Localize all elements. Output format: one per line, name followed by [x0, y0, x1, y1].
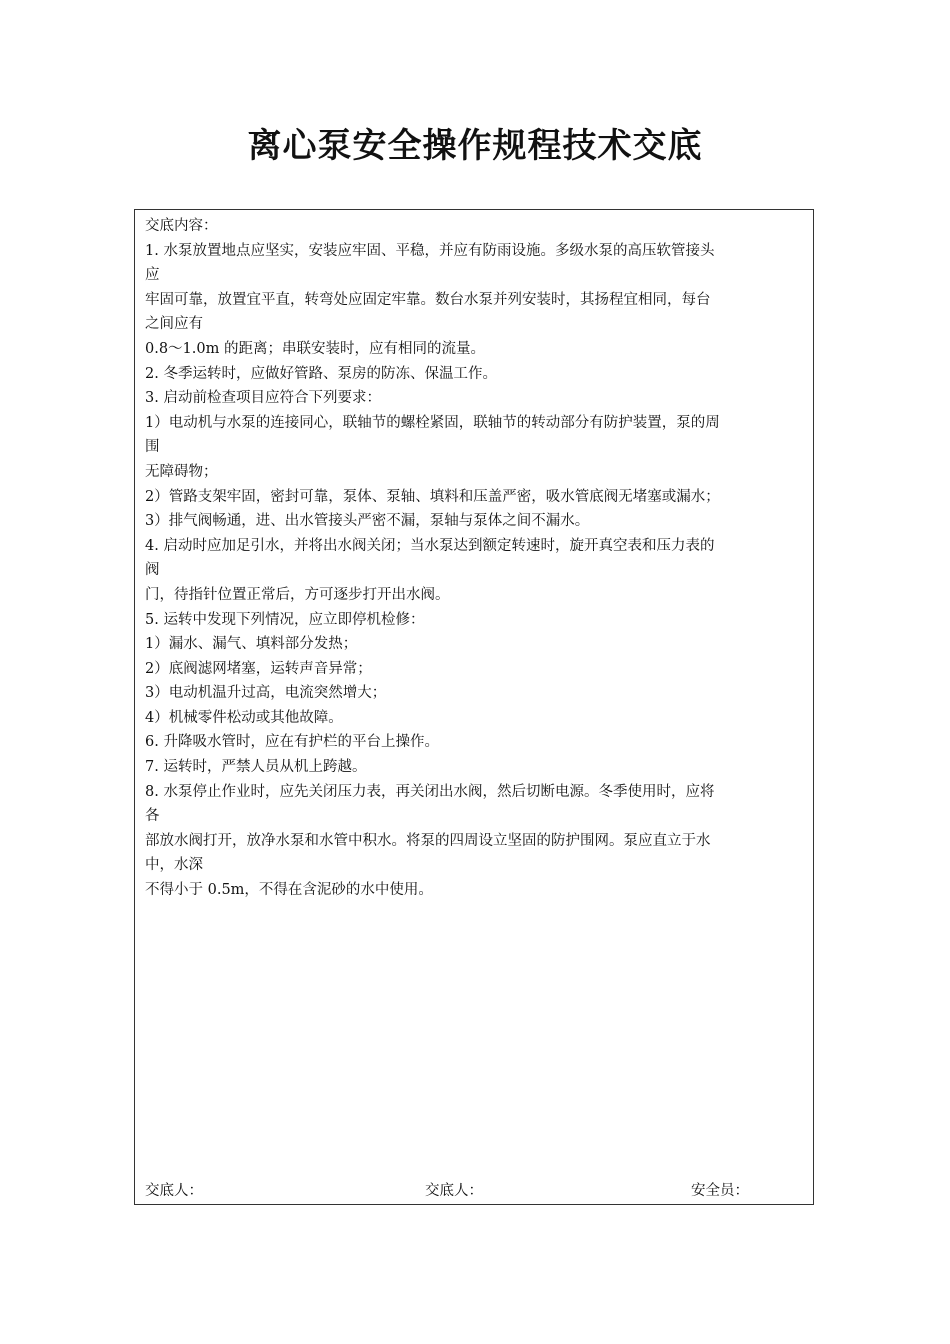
content-line: 5. 运转中发现下列情况，应立即停机检修： — [145, 611, 425, 628]
content-line: 不得小于 0.5m，不得在含泥砂的水中使用。 — [145, 882, 433, 899]
content-line: 2. 冬季运转时，应做好管路、泵房的防冻、保温工作。 — [145, 365, 497, 382]
safety-officer-label: 安全员： — [691, 1183, 749, 1199]
content-line: 1）电动机与水泵的连接同心，联轴节的螺栓紧固，联轴节的转动部分有防护装置，泵的周 — [145, 414, 720, 431]
content-line: 0.8～1.0m 的距离；串联安装时，应有相同的流量。 — [145, 340, 485, 357]
content-line: 交底内容： — [145, 218, 218, 234]
content-line: 4）机械零件松动或其他故障。 — [145, 709, 343, 726]
handover-content-body — [145, 214, 807, 903]
content-line: 部放水阀打开，放净水泵和水管中积水。将泵的四周设立坚固的防护围网。泵应直立于水 — [145, 832, 711, 849]
content-line: 各 — [145, 808, 160, 825]
content-line: 8. 水泵停止作业时，应先关闭压力表，再关闭出水阀，然后切断电源。冬季使用时，应将 — [145, 783, 715, 800]
handover-person-label: 交底人： — [145, 1183, 203, 1199]
content-line: 3）电动机温升过高，电流突然增大； — [145, 685, 387, 702]
content-line: 3. 启动前检查项目应符合下列要求： — [145, 390, 381, 407]
content-line: 3）排气阀畅通，进、出水管接头严密不漏，泵轴与泵体之间不漏水。 — [145, 513, 590, 530]
content-line: 1）漏水、漏气、填料部分发热； — [145, 636, 358, 653]
content-line: 7. 运转时，严禁人员从机上跨越。 — [145, 759, 367, 776]
page-title: 离心泵安全操作规程技术交底 — [247, 126, 703, 166]
signature-row — [145, 1180, 807, 1202]
content-line: 应 — [145, 267, 160, 284]
handover-receiver-label: 交底人： — [425, 1183, 483, 1199]
content-line: 6. 升降吸水管时，应在有护栏的平台上操作。 — [145, 734, 439, 751]
content-line: 围 — [145, 439, 160, 456]
content-line: 之间应有 — [145, 316, 203, 333]
content-line: 牢固可靠，放置宜平直，转弯处应固定牢靠。数台水泵并列安装时，其扬程宜相同，每台 — [145, 291, 711, 308]
content-line: 无障碍物； — [145, 463, 218, 480]
handover-content-box — [134, 209, 814, 1205]
content-line: 2）管路支架牢固，密封可靠，泵体、泵轴、填料和压盖严密，吸水管底阀无堵塞或漏水； — [145, 488, 720, 505]
content-line: 门，待指针位置正常后，方可逐步打开出水阀。 — [145, 586, 450, 603]
content-line: 中，水深 — [145, 857, 203, 874]
content-line: 4. 启动时应加足引水，并将出水阀关闭；当水泵达到额定转速时，旋开真空表和压力表的 — [145, 537, 715, 554]
content-line: 2）底阀滤网堵塞，运转声音异常； — [145, 660, 372, 677]
content-line: 1. 水泵放置地点应坚实，安装应牢固、平稳，并应有防雨设施。多级水泵的高压软管接头 — [145, 242, 715, 259]
content-line: 阀 — [145, 562, 160, 579]
